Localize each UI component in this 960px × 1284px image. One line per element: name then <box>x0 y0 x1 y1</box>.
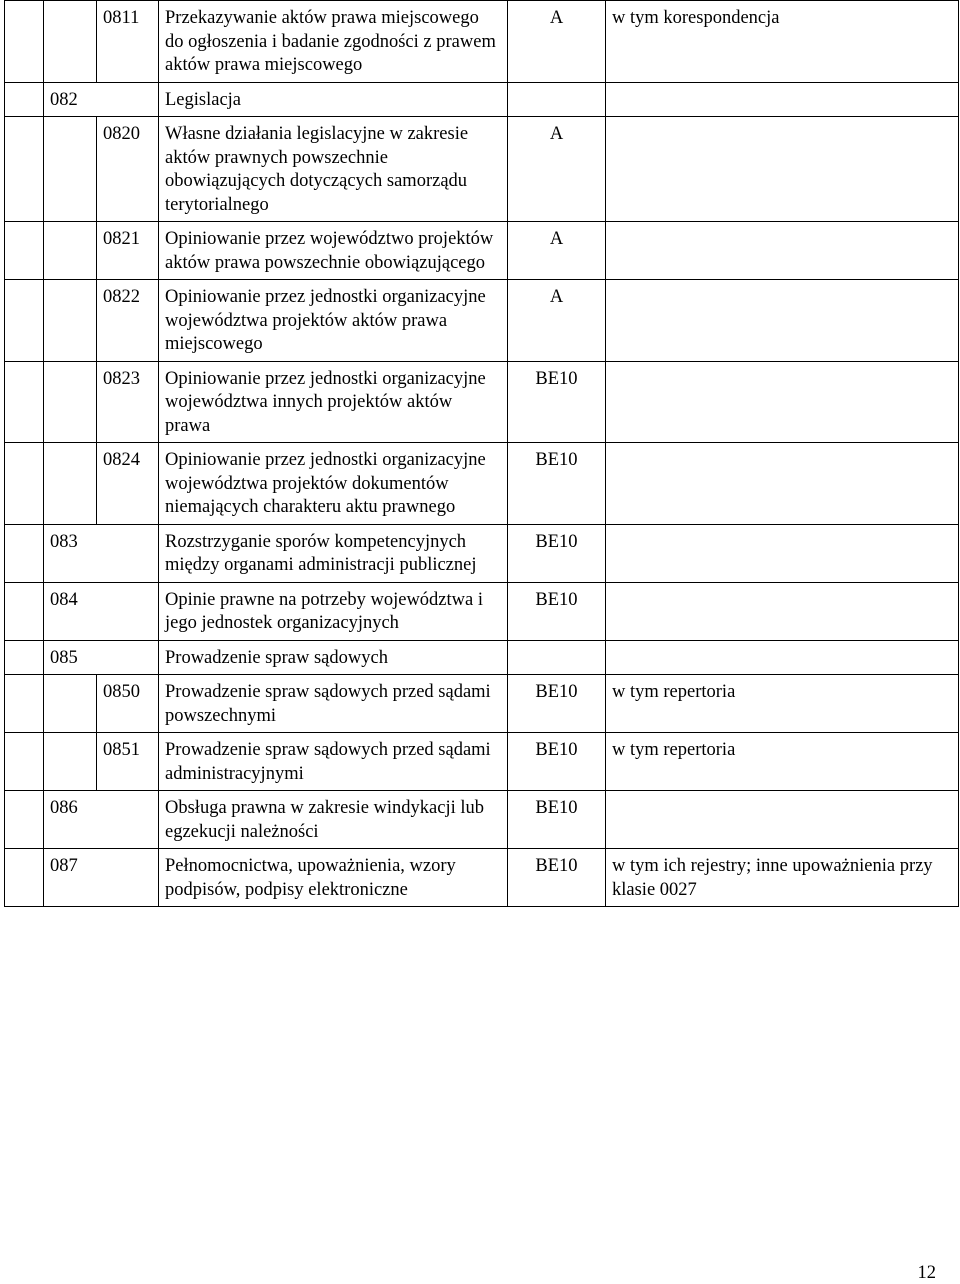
archive-category: A <box>508 117 606 222</box>
class-title: Prowadzenie spraw sądowych przed sądami powszechnymi <box>159 675 508 733</box>
table-row <box>5 582 959 640</box>
class-title: Opiniowanie przez jednostki organizacyjne województwa projektów dokumentów niemających charakteru aktu prawnego <box>159 443 508 525</box>
subclass-code: 0850 <box>97 675 159 733</box>
table-row <box>5 280 959 362</box>
remarks <box>606 82 959 117</box>
remarks <box>606 280 959 362</box>
archive-category: A <box>508 222 606 280</box>
remarks <box>606 361 959 443</box>
class-code: 086 <box>44 791 159 849</box>
archive-category: BE10 <box>508 849 606 907</box>
class-title: Legislacja <box>159 82 508 117</box>
remarks: w tym repertoria <box>606 675 959 733</box>
archive-category: BE10 <box>508 361 606 443</box>
remarks <box>606 640 959 675</box>
blank-cell <box>5 361 44 443</box>
subclass-code: 0823 <box>97 361 159 443</box>
remarks: w tym repertoria <box>606 733 959 791</box>
table-row <box>5 222 959 280</box>
subclass-code: 0821 <box>97 222 159 280</box>
class-title: Własne działania legislacyjne w zakresie aktów prawnych powszechnie obowiązujących dotyczących samorządu terytorialnego <box>159 117 508 222</box>
blank-cell <box>5 443 44 525</box>
class-title: Przekazywanie aktów prawa miejscowego do ogłoszenia i badanie zgodności z prawem aktów prawa miejscowego <box>159 1 508 83</box>
subclass-code: 0822 <box>97 280 159 362</box>
class-title: Opiniowanie przez województwo projektów aktów prawa powszechnie obowiązującego <box>159 222 508 280</box>
table-row <box>5 82 959 117</box>
subclass-code: 0851 <box>97 733 159 791</box>
blank-cell <box>44 675 97 733</box>
blank-cell <box>5 117 44 222</box>
archive-category: BE10 <box>508 524 606 582</box>
archive-category: BE10 <box>508 733 606 791</box>
remarks <box>606 791 959 849</box>
archive-category <box>508 640 606 675</box>
archive-category: BE10 <box>508 443 606 525</box>
subclass-code: 0811 <box>97 1 159 83</box>
blank-cell <box>44 280 97 362</box>
blank-cell <box>5 524 44 582</box>
archive-category: BE10 <box>508 791 606 849</box>
blank-cell <box>5 1 44 83</box>
archive-category: BE10 <box>508 582 606 640</box>
table-row <box>5 640 959 675</box>
archive-category: A <box>508 1 606 83</box>
archive-category <box>508 82 606 117</box>
subclass-code: 0824 <box>97 443 159 525</box>
blank-cell <box>44 1 97 83</box>
class-code: 085 <box>44 640 159 675</box>
table-row <box>5 791 959 849</box>
class-code: 082 <box>44 82 159 117</box>
remarks: w tym ich rejestry; inne upoważnienia przy klasie 0027 <box>606 849 959 907</box>
class-title: Prowadzenie spraw sądowych <box>159 640 508 675</box>
class-title: Opinie prawne na potrzeby województwa i jego jednostek organizacyjnych <box>159 582 508 640</box>
remarks <box>606 582 959 640</box>
class-code: 084 <box>44 582 159 640</box>
remarks <box>606 222 959 280</box>
remarks <box>606 524 959 582</box>
blank-cell <box>5 222 44 280</box>
remarks <box>606 117 959 222</box>
blank-cell <box>5 791 44 849</box>
table-row <box>5 849 959 907</box>
table-row <box>5 361 959 443</box>
remarks <box>606 443 959 525</box>
blank-cell <box>5 849 44 907</box>
subclass-code: 0820 <box>97 117 159 222</box>
blank-cell <box>44 733 97 791</box>
table-body <box>5 1 959 907</box>
class-title: Prowadzenie spraw sądowych przed sądami administracyjnymi <box>159 733 508 791</box>
table-row <box>5 675 959 733</box>
blank-cell <box>5 582 44 640</box>
blank-cell <box>5 82 44 117</box>
table-row <box>5 1 959 83</box>
classification-table <box>4 0 959 907</box>
class-title: Opiniowanie przez jednostki organizacyjne województwa innych projektów aktów prawa <box>159 361 508 443</box>
table-row <box>5 524 959 582</box>
class-title: Rozstrzyganie sporów kompetencyjnych między organami administracji publicznej <box>159 524 508 582</box>
blank-cell <box>5 675 44 733</box>
blank-cell <box>5 733 44 791</box>
table-row <box>5 443 959 525</box>
blank-cell <box>44 222 97 280</box>
blank-cell <box>44 443 97 525</box>
archive-category: BE10 <box>508 675 606 733</box>
page-number: 12 <box>917 1263 936 1283</box>
class-title: Obsługa prawna w zakresie windykacji lub egzekucji należności <box>159 791 508 849</box>
class-title: Opiniowanie przez jednostki organizacyjne województwa projektów aktów prawa miejscowego <box>159 280 508 362</box>
remarks: w tym korespondencja <box>606 1 959 83</box>
blank-cell <box>5 280 44 362</box>
class-code: 083 <box>44 524 159 582</box>
class-title: Pełnomocnictwa, upoważnienia, wzory podpisów, podpisy elektroniczne <box>159 849 508 907</box>
table-row <box>5 733 959 791</box>
blank-cell <box>44 361 97 443</box>
blank-cell <box>5 640 44 675</box>
archive-category: A <box>508 280 606 362</box>
blank-cell <box>44 117 97 222</box>
table-row <box>5 117 959 222</box>
class-code: 087 <box>44 849 159 907</box>
